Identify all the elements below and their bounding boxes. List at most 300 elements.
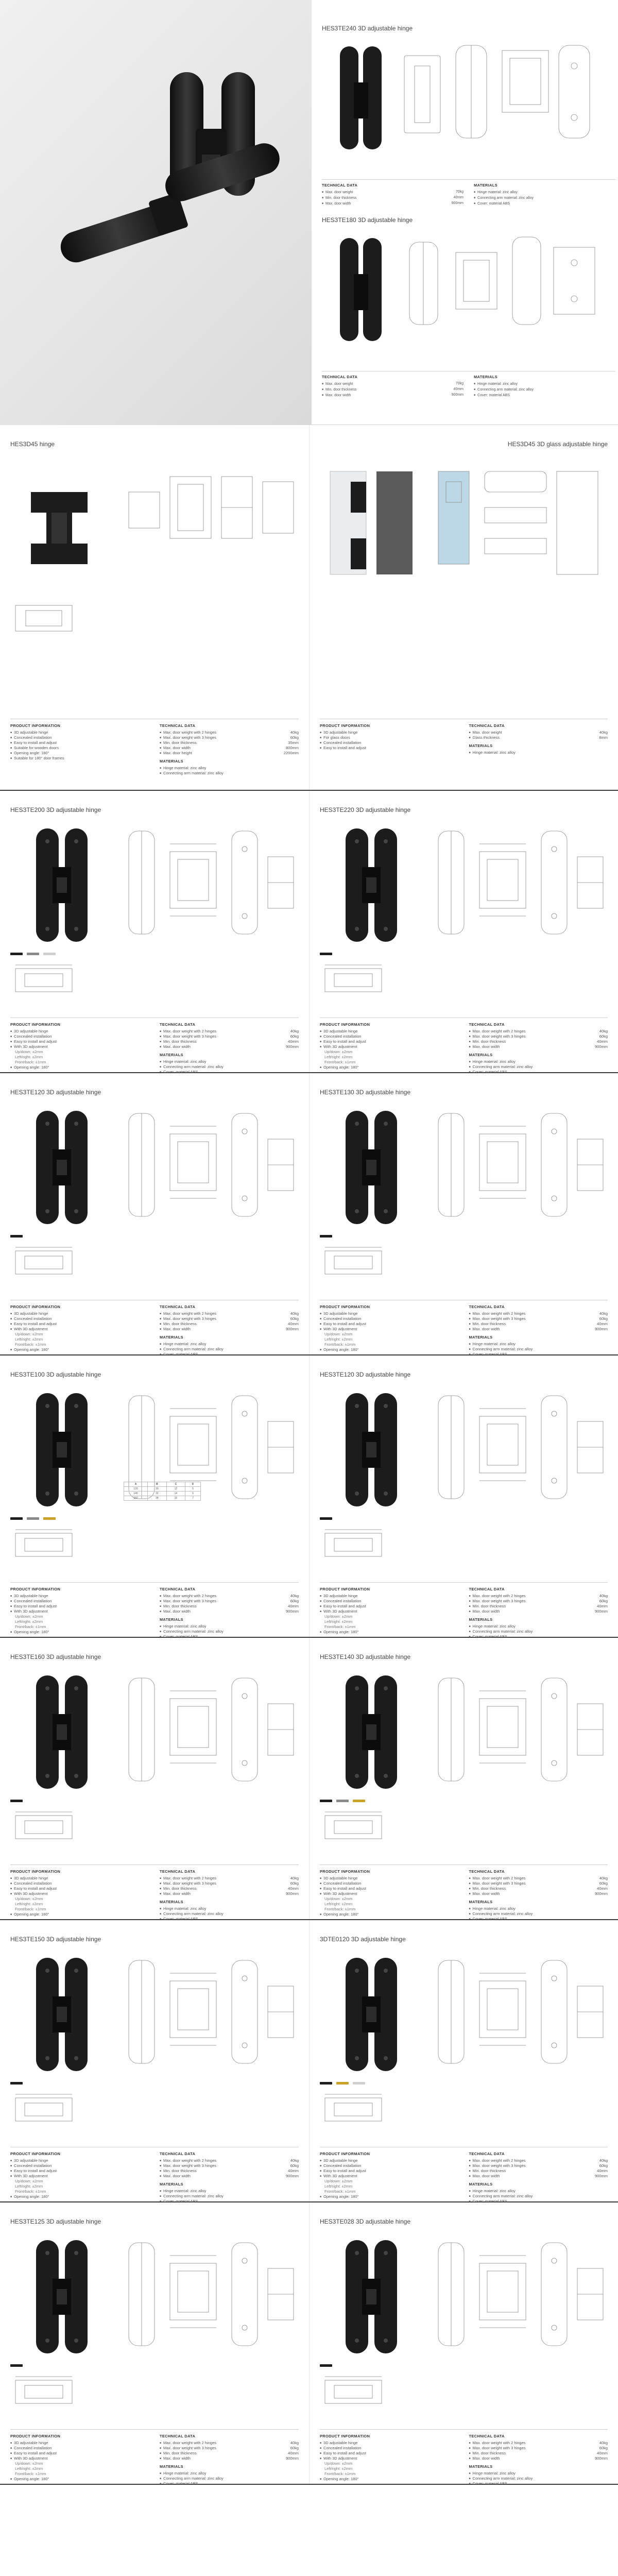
spec-row: ■ Connecting arm material: zinc alloy [474,195,615,201]
spec-row: ■ Easy to install and adjust [10,1321,149,1327]
spec-row: ■ Opening angle: 180° [10,2477,149,2482]
product-title: HES3TE125 3D adjustable hinge [10,2218,101,2225]
spec-row: Front/back: ±1mm [324,2189,356,2194]
spec-row: ■ Easy to install and adjust [10,740,149,745]
finish-swatches [320,2082,365,2084]
table-cell: 5 [185,1487,201,1492]
product-title: HES3TE220 3D adjustable hinge [320,806,411,814]
product-row-7 [0,2202,618,2485]
spec-row: ■ Opening angle: 180° [10,1065,149,1070]
product-specs [10,1018,299,1075]
finish-swatch [320,2082,332,2084]
spec-row: ■ With 3D adjustment [320,2456,459,2461]
tech-data-heading: TECHNICAL DATA [160,1022,196,1027]
spec-row: ■ Cover: material ABS [469,1352,608,1357]
table-row [124,1496,201,1501]
tech-data-column [469,2434,608,2486]
spec-row: ■ Max. door width 900mm [469,1609,608,1614]
spec-row: ■ Max. door width 900mm [160,1609,299,1614]
tech-data-heading: TECHNICAL DATA [160,2151,196,2156]
spec-row: ■ Max. door weight with 2 hinges 40kg [160,1594,299,1599]
spec-row: ■ Hinge material: zinc alloy [469,1342,608,1347]
spec-row: ■ Connecting arm material: zinc alloy [474,387,615,393]
tech-data-column [469,1869,608,1922]
finish-swatches [10,953,56,955]
table-cell: 32 [148,1492,167,1496]
spec-row: ■ Max. door weight 40kg [469,730,608,735]
spec-row: ■ Hinge material: zinc alloy [469,750,608,755]
profile-drawing [10,2372,103,2414]
product-info-heading: PRODUCT INFORMATION [10,723,61,728]
glass-hinge-image [320,461,423,590]
spec-row: ■ Max. door weight with 3 hinges 60kg [160,1034,299,1039]
profile-drawing [10,961,103,1002]
finish-swatch [320,2364,332,2367]
spec-row: ■ Max. door weight with 2 hinges 40kg [160,2158,299,2163]
technical-drawing [433,2232,608,2361]
spec-row: Front/back: ±1mm [15,1060,46,1065]
finish-swatches [320,1517,332,1520]
product-info-heading: PRODUCT INFORMATION [10,1304,61,1309]
product-specs [10,2429,299,2486]
spec-row: ■ Concealed installation [10,2446,149,2451]
profile-drawing [320,2090,413,2131]
hero-product-1-hinge-image [322,36,399,165]
spec-row: ■ Max. door weight with 3 hinges 60kg [469,1599,608,1604]
finish-swatches [320,1235,332,1238]
spec-row: ■ Cover: material ABS [160,2199,299,2204]
spec-row: ■ Connecting arm material: zinc alloy [469,1911,608,1917]
tech-data-heading: TECHNICAL DATA [469,2151,505,2156]
spec-row: ■ Connecting arm material: zinc alloy [160,1347,299,1352]
spec-row: ■ 3D adjustable hinge [10,2441,149,2446]
product-info-column [10,2151,149,2204]
spec-row: ■ Opening angle: 180° [10,1347,149,1352]
hinge-image [320,1103,423,1232]
product-info-column [10,1587,149,1639]
tech-data-column [160,1869,299,1922]
spec-row: ■ 3D adjustable hinge [10,1594,149,1599]
hinge-image [320,821,423,950]
spec-row: ■ Max. door weight with 3 hinges 60kg [160,1881,299,1886]
spec-row: Front/back: ±1mm [15,1342,46,1347]
hero-section [0,0,618,425]
spec-row: Up/down: ±2mm [324,1896,353,1902]
product-cell [309,2202,618,2484]
product-title: HES3TE130 3D adjustable hinge [320,1089,411,1096]
spec-row: ■ Hinge material: zinc alloy [474,190,615,195]
hinge-image [320,1385,423,1514]
spec-row: ■ Max. door weight with 3 hinges 60kg [469,1881,608,1886]
product-info-heading: PRODUCT INFORMATION [320,1304,370,1309]
spec-row: ■ With 3D adjustment [10,2456,149,2461]
product-info-column [320,1869,459,1922]
spec-row: ■ Max. door width 900mm [160,2174,299,2179]
spec-row: ■ Min. door thickness 40mm [469,1604,608,1609]
finish-swatch [353,1800,365,1802]
spec-row: ■ 3D adjustable hinge [320,1594,459,1599]
spec-row: ■ Cover: material ABS [469,2199,608,2204]
hero-product-1-title: HES3TE240 3D adjustable hinge [322,25,413,32]
spec-row: ■ Min. door thickness 40mm [160,2168,299,2174]
spec-row: ■ Concealed installation [10,1881,149,1886]
spec-row: ■ Hinge material: zinc alloy [160,766,299,771]
spec-row: ■ Hinge material: zinc alloy [160,1342,299,1347]
spec-row: ■ Max. door weight with 2 hinges 40kg [160,730,299,735]
spec-row: ■ Max. door width 900mm [160,2456,299,2461]
spec-row: Front/back: ±1mm [15,2189,46,2194]
product-info-heading: PRODUCT INFORMATION [320,723,370,728]
profile-drawing [10,2090,103,2131]
hero-product-2-title: HES3TE180 3D adjustable hinge [322,216,413,224]
table-row [124,1492,201,1496]
product-info-heading: PRODUCT INFORMATION [320,2151,370,2156]
spec-row: Up/down: ±2mm [324,2179,353,2184]
profile-drawing [320,961,413,1002]
materials-heading: MATERIALS [469,1053,493,1058]
hinge-image [320,1950,423,2079]
product-specs [10,1865,299,1922]
hero-product-2-technical-drawing [399,227,605,350]
product-title: HES3TE140 3D adjustable hinge [320,1653,411,1660]
spec-row: ■ Concealed installation [10,2163,149,2168]
table-header: D [185,1482,201,1487]
profile-drawing [10,1243,103,1284]
tech-data-heading: TECHNICAL DATA [469,2434,505,2438]
spec-row: ■ Max. door weight with 2 hinges 40kg [469,1311,608,1316]
product-info-column [10,2434,149,2486]
spec-row: Left/right: ±2mm [324,1055,353,1060]
product-info-column [10,1304,149,1357]
tech-data-heading: TECHNICAL DATA [160,723,196,728]
table-cell: 16 [166,1496,185,1501]
profile-drawing [320,1243,413,1284]
hinge-image [10,461,113,590]
product-info-column [320,1587,459,1639]
finish-swatches [320,953,332,955]
product-title: HES3TE160 3D adjustable hinge [10,1653,101,1660]
finish-swatch [43,1517,56,1520]
product-specs [320,2147,608,2204]
spec-row: ■ Hinge material: zinc alloy [469,1624,608,1629]
spec-row: ■ Min. door thickness 40mm [322,195,464,201]
product-row-4 [0,1355,618,1638]
spec-row: ■ Max. door weight with 2 hinges 40kg [469,1594,608,1599]
finish-swatches [320,2364,332,2367]
spec-row: ■ Connecting arm material: zinc alloy [469,1629,608,1634]
spec-row: Left/right: ±2mm [324,2466,353,2471]
spec-row: ■ Min. door thickness 35mm [160,740,299,745]
table-cell: 7 [185,1496,201,1501]
spec-row: ■ Max. door weight with 2 hinges 40kg [160,2441,299,2446]
spec-row: ■ 3D adjustable hinge [10,730,149,735]
materials-heading: MATERIALS [469,2464,493,2469]
product-info-column [320,1022,459,1075]
spec-row: Left/right: ±2mm [15,1902,43,1907]
product-info-heading: PRODUCT INFORMATION [10,1587,61,1591]
spec-row: ■ Hinge material: zinc alloy [160,1059,299,1064]
product-row-6 [0,1920,618,2202]
spec-row: ■ Connecting arm material: zinc alloy [160,771,299,776]
hero-product-1-technical-drawing [399,35,605,159]
spec-row: Front/back: ±1mm [15,1624,46,1630]
product-cell [0,791,309,1075]
product-info-heading: PRODUCT INFORMATION [320,1869,370,1874]
spec-row: Up/down: ±2mm [15,1614,43,1619]
product-info-column [320,2434,459,2486]
spec-row: Left/right: ±2mm [15,1619,43,1624]
spec-row: ■ Max. door weight with 2 hinges 40kg [469,2441,608,2446]
tech-data-column [160,2434,299,2486]
materials-heading: MATERIALS [469,2182,493,2187]
spec-row: ■ Min. door thickness 40mm [469,1886,608,1891]
spec-row: ■ Hinge material: zinc alloy [469,1059,608,1064]
spec-row: ■ Max. door width 900mm [322,201,464,207]
spec-row: Left/right: ±2mm [324,1337,353,1342]
spec-row: ■ Max. door weight with 3 hinges 60kg [160,1316,299,1321]
spec-row: ■ Concealed installation [320,740,459,745]
table-header: C [166,1482,185,1487]
spec-row: ■ Hinge material: zinc alloy [469,2189,608,2194]
spec-row: Up/down: ±2mm [324,1614,353,1619]
product-cell [0,1638,309,1922]
spec-row: ■ With 3D adjustment [10,1327,149,1332]
spec-row: ■ Min. door thickness 40mm [160,1886,299,1891]
product-cell [0,1073,309,1357]
spec-row: ■ Connecting arm material: zinc alloy [469,1347,608,1352]
spec-row: Front/back: ±1mm [15,2471,46,2477]
finish-swatch [43,953,56,955]
product-title: HES3TE028 3D adjustable hinge [320,2218,411,2225]
table-cell: 6 [185,1492,201,1496]
finish-swatch [320,1235,332,1238]
spec-row: Left/right: ±2mm [324,1619,353,1624]
finish-swatches [10,2082,23,2084]
spec-row: ■ Max. door weight with 2 hinges 40kg [469,1029,608,1034]
spec-row: ■ Max. door weight with 3 hinges 60kg [160,2446,299,2451]
spec-row: ■ With 3D adjustment [10,1044,149,1049]
hero-detail-panel [312,0,618,425]
spec-row: ■ Opening angle: 180° [320,1630,459,1635]
spec-row: ■ Concealed installation [10,735,149,740]
product-specs [320,1300,608,1357]
tech-data-heading: TECHNICAL DATA [469,1869,505,1874]
spec-row: ■ Max. door weight with 2 hinges 40kg [160,1311,299,1316]
tech-data-column [469,1022,608,1075]
product-cell [309,1073,618,1357]
spec-row: ■ Cover: material ABS [469,1634,608,1639]
tech-data-heading: TECHNICAL DATA [322,183,358,188]
spec-row: ■ 3D adjustable hinge [320,1029,459,1034]
product-title: HES3TE200 3D adjustable hinge [10,806,101,814]
finish-swatch [10,2082,23,2084]
spec-row: ■ Max. door weight with 3 hinges 60kg [160,2163,299,2168]
spec-row: ■ 3D adjustable hinge [320,1876,459,1881]
spec-row: Front/back: ±1mm [324,1624,356,1630]
technical-drawing [124,1103,299,1232]
spec-row: ■ Max. door width 900mm [469,2456,608,2461]
spec-row: ■ Cover: material ABS [160,1917,299,1922]
table-cell: 160 [124,1496,148,1501]
profile-drawing [10,1808,103,1849]
materials-heading: MATERIALS [160,1335,183,1340]
table-cell: 12 [166,1487,185,1492]
product-info-column [320,2151,459,2204]
technical-drawing [433,1668,608,1797]
spec-row: ■ Min. door thickness 40mm [322,387,464,393]
finish-swatch [336,2082,349,2084]
product-info-column [320,1304,459,1357]
table-header: A [124,1482,148,1487]
spec-row: Up/down: ±2mm [15,2461,43,2466]
tech-data-heading: TECHNICAL DATA [160,2434,196,2438]
product-cell [309,1355,618,1637]
spec-row: ■ 3D adjustable hinge [10,1311,149,1316]
spec-row: ■ 3D adjustable hinge [10,1029,149,1034]
hinge-image [10,1103,113,1232]
product-cell [309,1920,618,2204]
spec-row: ■ Max. door weight with 3 hinges 60kg [160,1599,299,1604]
dimension-table [124,1482,201,1501]
product-row-2 [0,791,618,1073]
spec-row: ■ Connecting arm material: zinc alloy [469,1064,608,1070]
technical-drawing [433,461,608,590]
product-cell-hes3d45-glass [309,425,618,790]
product-info-heading: PRODUCT INFORMATION [320,2434,370,2438]
materials-heading: MATERIALS [469,1335,493,1340]
spec-row: ■ Easy to install and adjust [10,2451,149,2456]
materials-heading: MATERIALS [469,1900,493,1905]
spec-row: ■ Easy to install and adjust [320,745,459,751]
materials-heading: MATERIALS [160,759,183,764]
spec-row: ■ Max. door width 900mm [160,1327,299,1332]
spec-row: Left/right: ±2mm [15,1055,43,1060]
spec-row: ■ Easy to install and adjust [10,1886,149,1891]
product-cell [0,1355,309,1637]
hero-product-photo [0,0,312,425]
spec-row: ■ Easy to install and adjust [10,1039,149,1044]
spec-row: ■ Cover: material ABS [160,1634,299,1639]
materials-heading: MATERIALS [474,183,497,188]
profile-drawing [10,600,103,641]
profile-drawing [320,1526,413,1567]
spec-row: ■ Max. door weight with 3 hinges 60kg [469,1316,608,1321]
spec-row: ■ Easy to install and adjust [10,2168,149,2174]
spec-row: ■ Easy to install and adjust [320,1039,459,1044]
spec-row: ■ Max. door weight with 3 hinges 60kg [469,1034,608,1039]
spec-row: ■ Cover: material ABS [469,2481,608,2486]
spec-row: ■ Cover: material ABS [469,1917,608,1922]
tech-data-column [469,1304,608,1357]
finish-swatch [320,1800,332,1802]
spec-row: ■ Opening angle: 180° [10,1630,149,1635]
spec-row: ■ Concealed installation [320,1316,459,1321]
tech-data-column [469,1587,608,1639]
spec-row: ■ Cover: material ABS [469,1070,608,1075]
technical-drawing [124,461,299,590]
spec-row: ■ Opening angle: 180° [320,2477,459,2482]
spec-row: ■ Max. door weight with 2 hinges 40kg [160,1876,299,1881]
spec-row: Up/down: ±2mm [324,2461,353,2466]
technical-drawing [124,1668,299,1797]
spec-row: ■ Easy to install and adjust [320,1604,459,1609]
tech-data-heading: TECHNICAL DATA [322,375,358,379]
hero-product-1-specs [322,179,615,207]
product-info-heading: PRODUCT INFORMATION [10,1022,61,1027]
spec-row: ■ With 3D adjustment [320,2174,459,2179]
spec-row: ■ Concealed installation [320,1034,459,1039]
product-cell-hes3d45 [0,425,309,790]
tech-data-heading: TECHNICAL DATA [160,1587,196,1591]
product-row-1 [0,425,618,791]
spec-row: ■ Easy to install and adjust [320,1321,459,1327]
product-cell [309,1638,618,1922]
technical-drawing [433,1103,608,1232]
spec-row: ■ Min. door thickness 40mm [469,2451,608,2456]
spec-row: ■ Opening angle: 180° [10,751,149,756]
spec-row: ■ Min. door thickness 40mm [160,1039,299,1044]
spec-row: Up/down: ±2mm [324,1049,353,1055]
finish-swatches [10,1235,23,1238]
spec-row: ■ Concealed installation [320,2163,459,2168]
finish-swatch [27,953,39,955]
tech-data-column [160,1304,299,1357]
spec-row: ■ Max. door weight 70kg [322,190,464,195]
product-specs [10,1300,299,1357]
materials-heading: MATERIALS [160,2464,183,2469]
tech-data-heading: TECHNICAL DATA [160,1869,196,1874]
table-row [124,1487,201,1492]
spec-row: ■ Opening angle: 180° [320,1912,459,1917]
spec-row: ■ Min. door thickness 40mm [160,2451,299,2456]
spec-row: Left/right: ±2mm [15,2184,43,2189]
spec-row: ■ Hinge material: zinc alloy [160,2189,299,2194]
spec-row: ■ Min. door thickness 40mm [160,1604,299,1609]
spec-row: ■ Concealed installation [320,1881,459,1886]
hinge-image [10,821,113,950]
spec-row: ■ Max. door width 900mm [469,1327,608,1332]
product-title: HES3TE120 3D adjustable hinge [320,1371,411,1378]
finish-swatch [320,953,332,955]
product-cell [0,2202,309,2484]
spec-row: ■ Cover: material ABS [474,393,615,398]
product-specs [320,1582,608,1639]
spec-row: ■ Opening angle: 180° [320,1347,459,1352]
spec-row: ■ 3D adjustable hinge [320,730,459,735]
hinge-image [320,1668,423,1797]
spec-row: ■ 3D adjustable hinge [320,2441,459,2446]
product-grid [0,791,618,2485]
product-specs [320,1865,608,1922]
spec-row: ■ With 3D adjustment [320,1609,459,1614]
product-specs [10,719,299,776]
hero-product-2-hinge-image [322,228,399,357]
table-cell: 120 [124,1487,148,1492]
spec-row: ■ 3D adjustable hinge [320,1311,459,1316]
hinge-image [320,2232,423,2361]
hinge-image [10,1950,113,2079]
spec-row: ■ Max. door weight 70kg [322,381,464,387]
product-cell [309,791,618,1075]
table-cell: 30 [148,1487,167,1492]
table-cell: 34 [148,1496,167,1501]
spec-row: ■ Suitable for wooden doors [10,745,149,751]
product-cell [0,1920,309,2204]
finish-swatch [10,1800,23,1802]
profile-drawing [320,2372,413,2414]
finish-swatch [10,1235,23,1238]
table-cell: 140 [124,1492,148,1496]
